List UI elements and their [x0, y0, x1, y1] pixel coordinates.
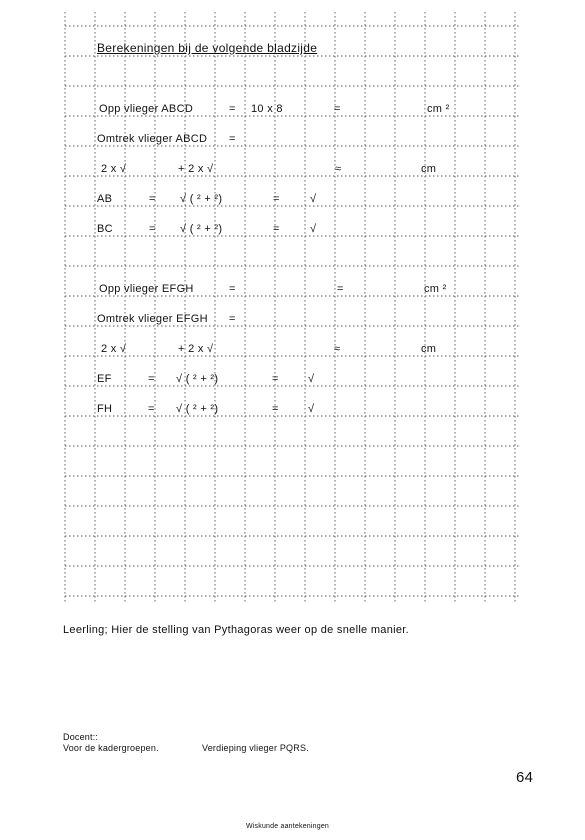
perimeter-efgh-unit: cm [421, 343, 437, 355]
side-fh-label: FH [97, 403, 113, 415]
side-ab-pythagoras: √ ( ² + ²) [180, 193, 223, 205]
side-fh-pythagoras: √ ( ² + ²) [176, 403, 219, 415]
side-ef-label: EF [97, 373, 112, 385]
side-ab-equals-2: = [273, 193, 280, 205]
page-number: 64 [516, 769, 534, 786]
perimeter-efgh-equals: = [229, 313, 236, 325]
side-fh-equals-2: = [272, 403, 279, 415]
perimeter-abcd-term-2: + 2 x √ [178, 163, 214, 175]
side-ab-label: AB [97, 193, 113, 205]
teacher-note-extension: Verdieping vlieger PQRS. [202, 743, 309, 753]
side-bc-equals: = [149, 223, 156, 235]
side-ab-equals: = [149, 193, 156, 205]
perimeter-abcd-equals: = [229, 133, 236, 145]
area-abcd-equals-2: = [334, 103, 341, 115]
perimeter-efgh-term-1: 2 x √ [101, 343, 127, 355]
perimeter-abcd-term-1: 2 x √ [101, 163, 127, 175]
side-fh-root: √ [308, 403, 315, 415]
area-abcd-equals: = [229, 103, 236, 115]
area-efgh-equals-2: = [337, 283, 344, 295]
student-instruction: Leerling; Hier de stelling van Pythagoras weer op de snelle manier. [63, 624, 410, 636]
teacher-label: Docent:: [63, 732, 99, 742]
side-ef-root: √ [308, 373, 315, 385]
page-footer: Wiskunde aantekeningen [246, 823, 330, 830]
perimeter-abcd-unit: cm [421, 163, 437, 175]
area-abcd-label: Opp vlieger ABCD [99, 103, 194, 115]
side-ef-pythagoras: √ ( ² + ²) [176, 373, 219, 385]
area-efgh-unit: cm ² [424, 283, 447, 295]
side-fh-equals: = [148, 403, 155, 415]
area-efgh-label: Opp vlieger EFGH [99, 283, 194, 295]
perimeter-abcd-label: Omtrek vlieger ABCD [97, 133, 208, 145]
perimeter-efgh-term-2: + 2 x √ [178, 343, 214, 355]
area-efgh-equals: = [229, 283, 236, 295]
side-ef-equals: = [148, 373, 155, 385]
area-abcd-formula: 10 x 8 [251, 103, 283, 115]
side-ef-equals-2: = [272, 373, 279, 385]
side-bc-root: √ [310, 223, 317, 235]
perimeter-efgh-label: Omtrek vlieger EFGH [97, 313, 208, 325]
side-ab-root: √ [310, 193, 317, 205]
teacher-note-groups: Voor de kadergroepen. [63, 743, 159, 753]
side-bc-label: BC [97, 223, 113, 235]
perimeter-efgh-approx: ≈ [334, 343, 341, 355]
page-heading: Berekeningen bij de volgende bladzijde [97, 41, 318, 55]
side-bc-equals-2: = [273, 223, 280, 235]
side-bc-pythagoras: √ ( ² + ²) [180, 223, 223, 235]
area-abcd-unit: cm ² [427, 103, 450, 115]
perimeter-abcd-approx: ≈ [335, 163, 342, 175]
